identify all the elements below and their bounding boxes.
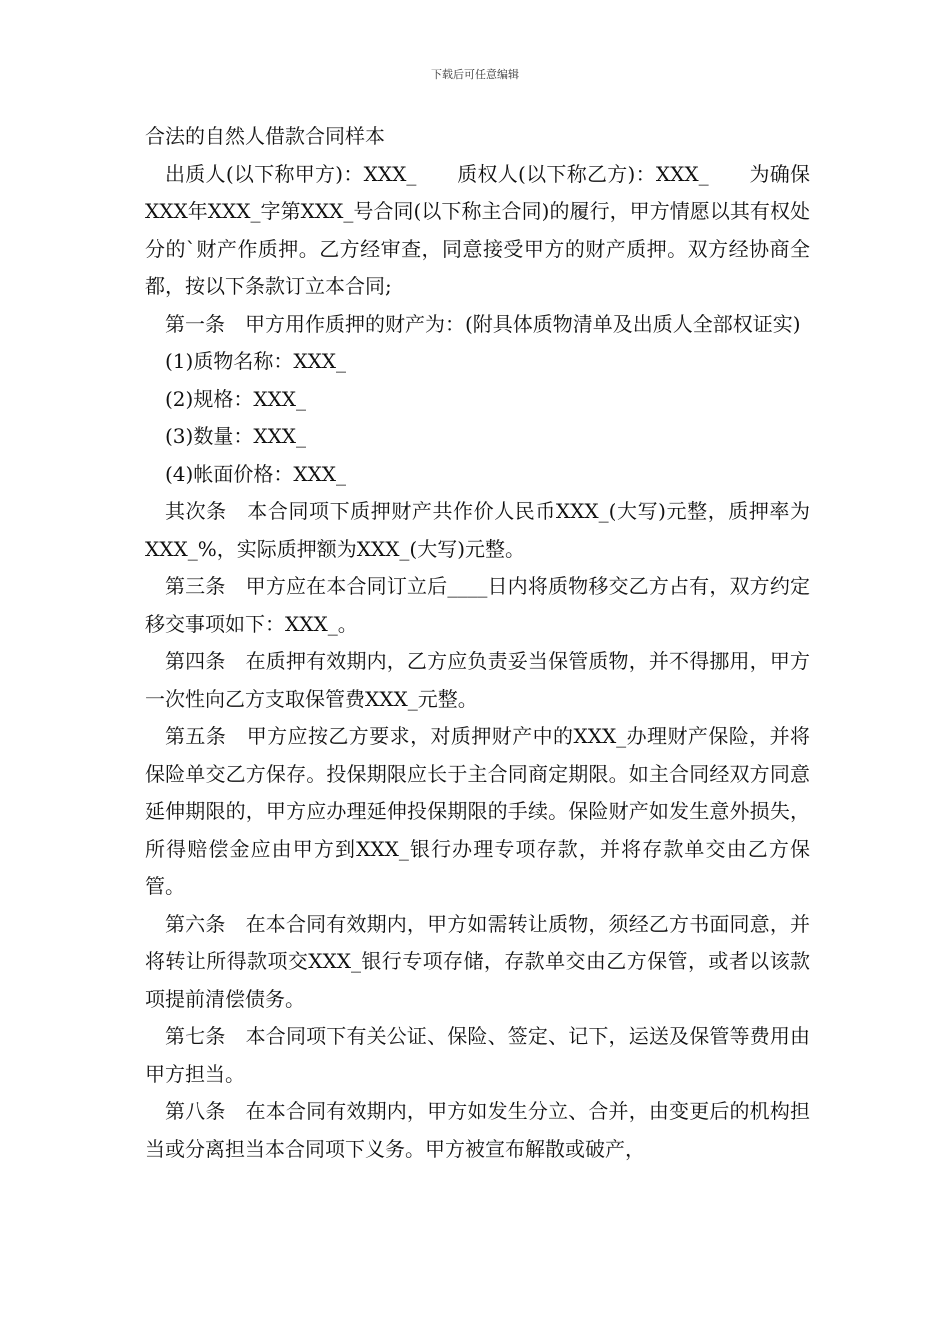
- list-item: (4)帐面价格：XXX_: [165, 461, 347, 486]
- list-item: (2)规格：XXX_: [165, 386, 307, 411]
- article-5: 第五条 甲方应按乙方要求，对质押财产中的XXX_办理财产保险，并将保险单交乙方保存。投保期限应长于主合同商定期限。如主合同经双方同意延伸期限的，甲方应办理延伸投保期限的手续。保险财产如发生意外损失，所得赔偿金应由甲方到XXX_银行办理专项存款，并将存款单交由乙方保管。: [145, 724, 810, 898]
- page-header-note: 下载后可任意编辑: [431, 68, 519, 81]
- list-item: (1)质物名称：XXX_: [165, 349, 347, 373]
- article-3: 第三条 甲方应在本合同订立后____日内将质物移交乙方占有，双方约定移交事项如下：XXX_。: [145, 574, 810, 636]
- article-6: 第六条 在本合同有效期内，甲方如需转让质物，须经乙方书面同意，并将转让所得款项交XXX_银行专项存储，存款单交由乙方保管，或者以该款项提前清偿债务。: [145, 911, 810, 1011]
- document-body: [145, 118, 810, 1168]
- list-item: (3)数量：XXX_: [165, 424, 307, 448]
- article-4: 第四条 在质押有效期内，乙方应负责妥当保管质物，并不得挪用，甲方一次性向乙方支取保管费XXX_元整。: [145, 649, 810, 711]
- article-1: 第一条 甲方用作质押的财产为：(附具体质物清单及出质人全部权证实): [165, 311, 801, 336]
- article-7: 第七条 本合同项下有关公证、保险、签定、记下，运送及保管等费用由甲方担当。: [145, 1024, 810, 1086]
- document-title: 合法的自然人借款合同样本: [145, 124, 385, 148]
- article-2: 其次条 本合同项下质押财产共作价人民币XXX_(大写)元整，质押率为XXX_%，实际质押额为XXX_(大写)元整。: [145, 499, 810, 561]
- article-8: 第八条 在本合同有效期内，甲方如发生分立、合并，由变更后的机构担当或分离担当本合同项下义务。甲方被宣布解散或破产，: [145, 1099, 810, 1161]
- preamble-paragraph: 出质人(以下称甲方)：XXX_ 质权人(以下称乙方)：XXX_ 为确保XXX年XXX_字第XXX_号合同(以下称主合同)的履行，甲方情愿以其有权处分的`财产作质押。乙方经审查，同意接受甲方的财产质押。双方经协商全都，按以下条款订立本合同;: [145, 161, 810, 298]
